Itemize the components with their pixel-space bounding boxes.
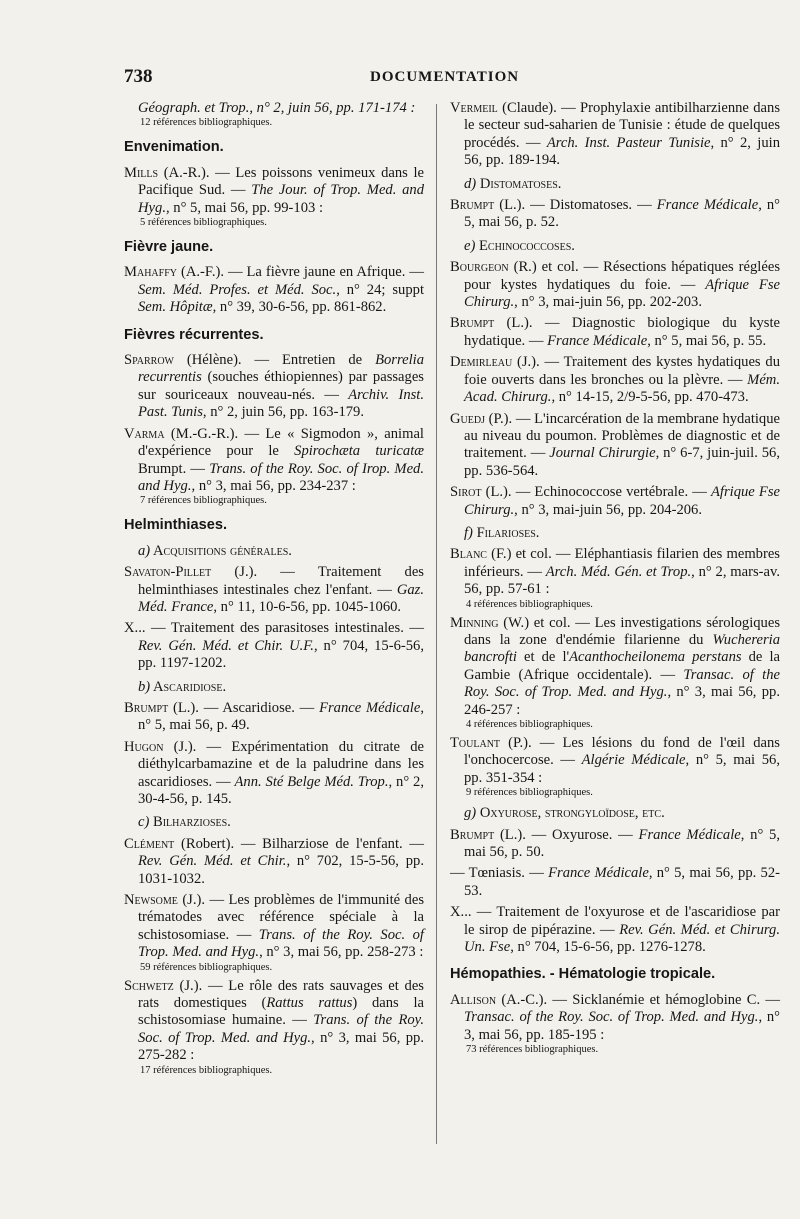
ref-count: 17 références bibliographiques.	[140, 1064, 273, 1076]
subsection-heading: b) Ascaridiose.	[138, 678, 227, 695]
reference-entry: Bourgeon (R.) et col. — Résections hépatiques réglées pour kystes hydatiques du foie. — Afrique Fse Chirurg., n° 3, mai-juin 56, pp. 202-203.	[450, 259, 780, 311]
reference-entry: Brumpt (L.). — Distomatoses. — France Médicale, n° 5, mai 56, p. 52.	[450, 197, 780, 231]
ref-count: 12 références bibliographiques.	[140, 117, 273, 129]
ref-count: 4 références bibliographiques.	[466, 598, 593, 610]
reference-entry: X... — Traitement des parasitoses intestinales. — Rev. Gén. Méd. et Chir. U.F., n° 704, 15-6-56, pp. 1197-1202.	[124, 620, 424, 672]
reference-entry: Clément (Robert). — Bilharziose de l'enfant. — Rev. Gén. Méd. et Chir., n° 702, 15-5-56, pp. 1031-1032.	[124, 835, 424, 887]
reference-entry: Minning (W.) et col. — Les investigations sérologiques dans la zone d'endémie filarienne du Wuchereria bancrofti et de l'Acanthocheilonema perstans de la Gambie (Afrique occidentale). — Transac. of the Roy. Soc. of Trop. Med. and Hyg., n° 3, mai 56, pp. 246-257 : 4 références bibliographiques.	[450, 614, 781, 730]
subsection-heading: g) Oxyurose, strongyloïdose, etc.	[464, 805, 665, 822]
subsection-heading: e) Echinococcoses.	[464, 237, 575, 254]
ref-count: 73 références bibliographiques.	[466, 1044, 599, 1056]
reference-entry: Vermeil (Claude). — Prophylaxie antibilharzienne dans le secteur sud-saharien de Tunisie : étude de quelques procédés. — Arch. Inst. Pasteur Tunisie, n° 2, juin 56, pp. 189-194.	[450, 100, 781, 169]
subsection-heading: d) Distomatoses.	[464, 175, 562, 192]
section-heading-envenimation: Envenimation.	[124, 139, 224, 156]
section-heading-hemopathies: Hémopathies. - Hématologie tropicale.	[450, 966, 716, 983]
running-head: DOCUMENTATION	[370, 69, 520, 85]
reference-entry: Guedj (P.). — L'incarcération de la membrane hydatique au niveau du poumon. Problèmes de diagnostic et de traitement. — Journal Chirurgie, n° 6-7, juin-juil. 56, pp. 536-564.	[450, 410, 780, 479]
reference-entry: Mahaffy (A.-F.). — La fièvre jaune en Afrique. — Sem. Méd. Profes. et Méd. Soc., n° 24; suppt Sem. Hôpitæ, n° 39, 30-6-56, pp. 861-862.	[124, 264, 425, 316]
reference-entry: Toulant (P.). — Les lésions du fond de l'œil dans l'onchocercose. — Algérie Médicale, n° 5, mai 56, pp. 351-354 : 9 références bibliographiques.	[450, 735, 780, 799]
reference-entry: Savaton-Pillet (J.). — Traitement des helminthiases intestinales chez l'enfant. — Gaz. Méd. France, n° 11, 10-6-56, pp. 1045-1060.	[124, 564, 424, 615]
ref-count: 59 références bibliographiques.	[140, 961, 273, 973]
reference-entry: — Tœniasis. — France Médicale, n° 5, mai 56, pp. 52-53.	[450, 865, 780, 899]
section-heading-helminthiases: Helminthiases.	[124, 517, 228, 534]
section-heading-fievre-jaune: Fièvre jaune.	[124, 239, 214, 256]
reference-entry: Schwetz (J.). — Le rôle des rats sauvages et des rats domestiques (Rattus rattus) dans la schistosomiase humaine. — Trans. of the Roy. Soc. of Trop. Med. and Hyg., n° 3, mai 56, pp. 275-282 : 17 références bibliographiques.	[124, 977, 424, 1076]
reference-entry: Newsome (J.). — Les problèmes de l'immunité des trématodes avec référence spéciale à la schistosomiase. — Trans. of the Roy. Soc. of Trop. Med. and Hyg., n° 3, mai 56, pp. 258-273 : 59 références bibliographiques.	[124, 892, 424, 973]
subsection-heading: a) Acquisitions générales.	[138, 542, 292, 559]
ref-count: 5 références bibliographiques.	[140, 217, 267, 229]
section-heading-fievres-recurrentes: Fièvres récurrentes.	[124, 326, 264, 343]
reference-entry: Allison (A.-C.). — Sicklanémie et hémoglobine C. — Transac. of the Roy. Soc. of Trop. Med. and Hyg., n° 3, mai 56, pp. 185-195 : 73 références bibliographiques.	[450, 991, 780, 1056]
reference-entry: Brumpt (L.). — Oxyurose. — France Médicale, n° 5, mai 56, p. 50.	[450, 826, 780, 861]
right-column	[450, 100, 780, 1060]
reference-entry: Demirleau (J.). — Traitement des kystes hydatiques du foie ouverts dans les bronches ou la plèvre. — Mém. Acad. Chirurg., n° 14-15, 2/9-5-56, pp. 470-473.	[450, 354, 780, 406]
reference-entry: X... — Traitement de l'oxyurose et de l'ascaridiose par le sirop de pipérazine. — Rev. Gén. Méd. et Chirurg. Un. Fse, n° 704, 15-6-56, pp. 1276-1278.	[450, 904, 781, 956]
page-number: 738	[124, 66, 153, 87]
reference-continuation: Géograph. et Trop., n° 2, juin 56, pp. 171-174 : 12 références bibliographiques.	[124, 100, 424, 129]
subsection-heading: c) Bilharzioses.	[138, 814, 231, 831]
reference-entry: Sirot (L.). — Echinococcose vertébrale. — Afrique Fse Chirurg., n° 3, mai-juin 56, pp. 204-206.	[450, 484, 780, 518]
reference-entry: Sparrow (Hélène). — Entretien de Borrelia recurrentis (souches éthiopiennes) par passages sur souriceaux nouveau-nés. — Archiv. Inst. Past. Tunis, n° 2, juin 56, pp. 163-179.	[124, 352, 424, 421]
reference-entry: Blanc (F.) et col. — Eléphantiasis filarien des membres inférieurs. — Arch. Méd. Gén. et Trop., n° 2, mars-av. 56, pp. 57-61 : 4 références bibliographiques.	[450, 546, 780, 610]
ref-count: 4 références bibliographiques.	[466, 719, 593, 730]
ref-count: 9 références bibliographiques.	[466, 787, 593, 799]
page-header	[0, 66, 800, 96]
subsection-heading: f) Filarioses.	[464, 524, 540, 541]
column-divider	[436, 104, 437, 1144]
left-column	[124, 100, 424, 1081]
ref-count: 7 références bibliographiques.	[140, 495, 267, 507]
reference-entry: Brumpt (L.). — Diagnostic biologique du kyste hydatique. — France Médicale, n° 5, mai 56, p. 55.	[450, 315, 780, 349]
reference-entry: Brumpt (L.). — Ascaridiose. — France Médicale, n° 5, mai 56, p. 49.	[124, 699, 424, 734]
reference-entry: Hugon (J.). — Expérimentation du citrate de diéthylcarbamazine et de la paludrine dans les ascaridioses. — Ann. Sté Belge Méd. Trop., n° 2, 30-4-56, p. 145.	[124, 738, 424, 807]
reference-entry: Mills (A.-R.). — Les poissons venimeux dans le Pacifique Sud. — The Jour. of Trop. Med. and Hyg., n° 5, mai 56, pp. 99-103 : 5 références bibliographiques.	[124, 164, 424, 229]
reference-entry: Varma (M.-G.-R.). — Le « Sigmodon », animal d'expérience pour le Spirochæta turicatæ Brumpt. — Trans. of the Roy. Soc. of Irop. Med. and Hyg., n° 3, mai 56, pp. 234-237 : 7 références bibliographiques.	[124, 425, 424, 507]
